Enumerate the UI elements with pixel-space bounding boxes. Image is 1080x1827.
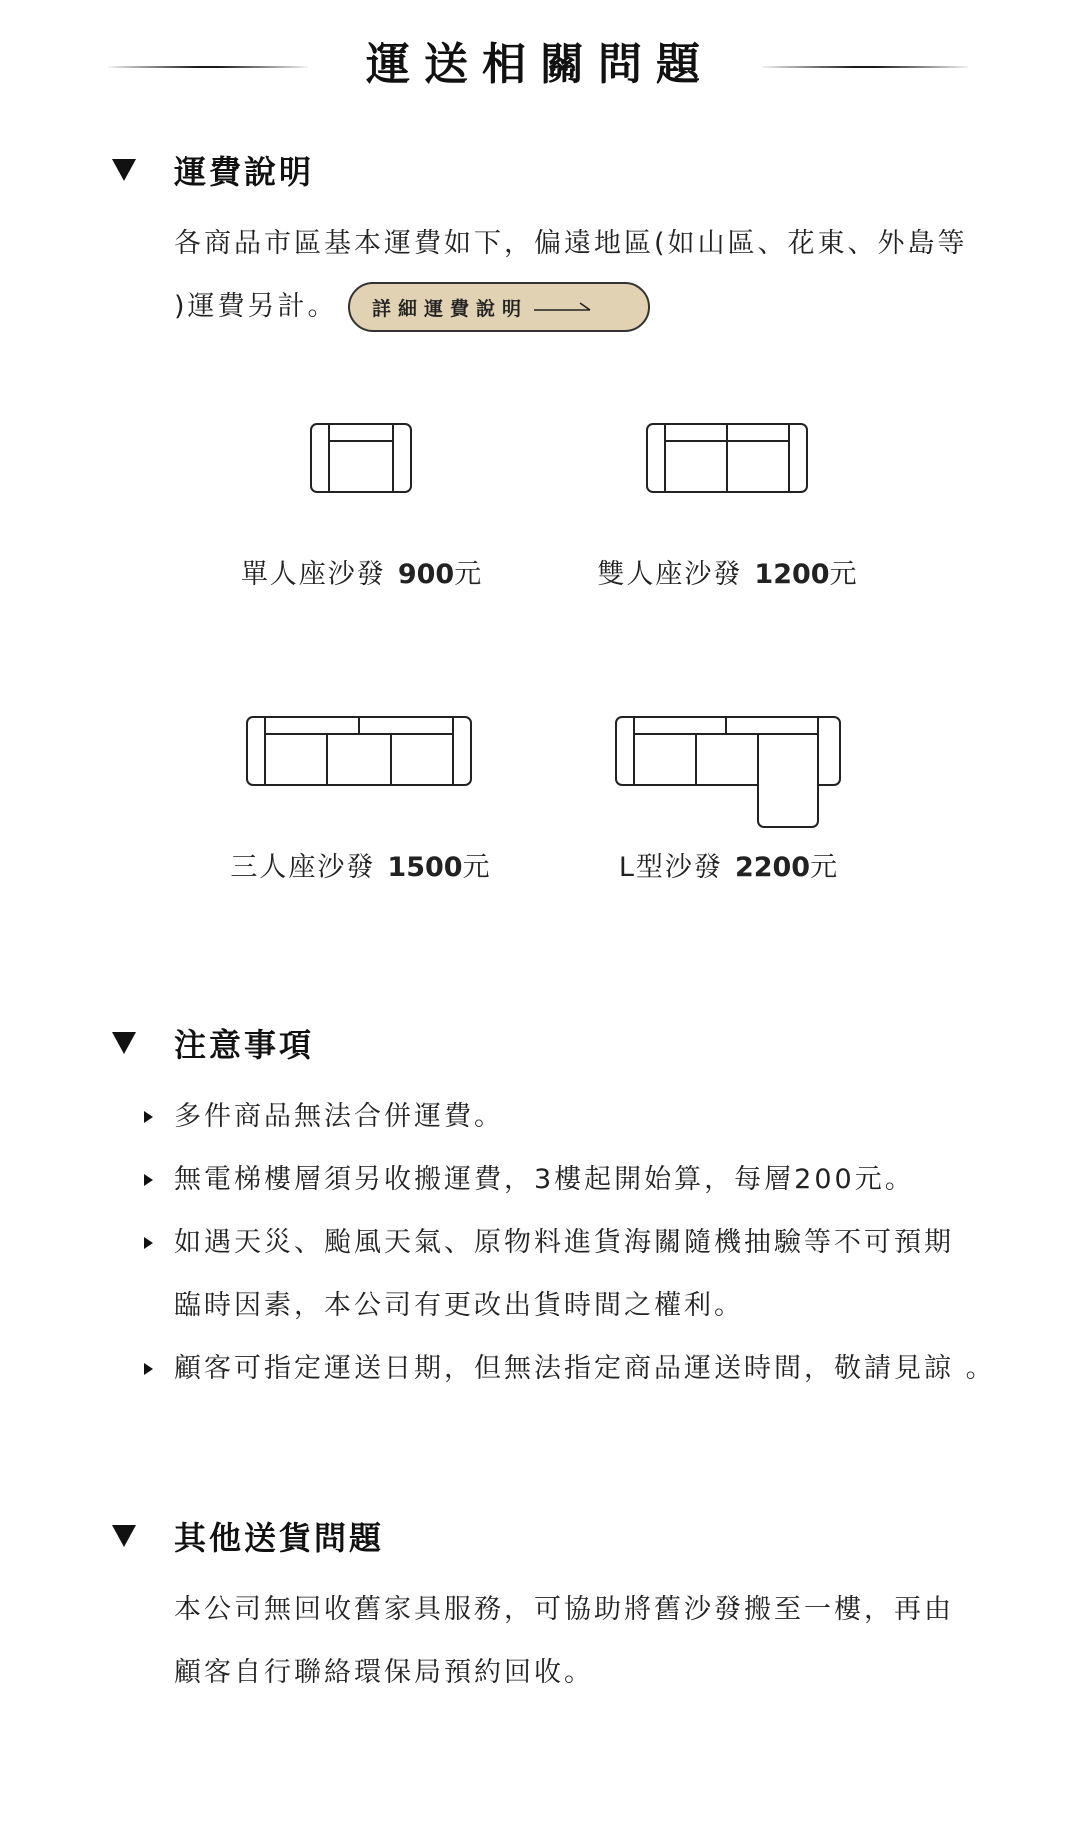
shipping-detail-button[interactable]: [348, 282, 650, 332]
title-divider-right: [762, 66, 968, 68]
page-title: 運送相關問題: [366, 39, 714, 90]
sofa-name: 單人座沙發: [240, 559, 386, 590]
notes-item-text-continued: 臨時因素，本公司有更改出貨時間之權利。: [174, 1290, 744, 1321]
notes-item-text: 顧客可指定運送日期，但無法指定商品運送時間，敬請見諒 。: [174, 1353, 996, 1384]
sofa-name: 雙人座沙發: [597, 559, 743, 590]
other-text-line1: 本公司無回收舊家具服務，可協助將舊沙發搬至一樓，再由: [174, 1594, 954, 1625]
single-sofa-icon: [309, 422, 413, 494]
shipping-section-title: 運費說明: [174, 153, 315, 191]
sofa-label-l-shaped: [578, 845, 878, 884]
sofa-price: 1500: [387, 852, 463, 883]
sofa-label-single: [211, 552, 511, 591]
sofa-price: 1200: [754, 559, 830, 590]
bullet-triangle-icon: [144, 1111, 153, 1123]
arrow-right-icon: [534, 300, 594, 314]
other-text-line2: 顧客自行聯絡環保局預約回收。: [174, 1657, 594, 1688]
bullet-triangle-icon: [144, 1237, 153, 1249]
other-section-header: [112, 1516, 384, 1556]
sofa-price: 2200: [734, 852, 811, 883]
sofa-name: L型沙發: [618, 852, 723, 883]
shipping-section-header: [112, 150, 314, 190]
other-section-title: 其他送貨問題: [174, 1519, 385, 1557]
triple-sofa-icon: [245, 715, 473, 787]
notes-item: [144, 1223, 954, 1263]
triangle-down-icon: [112, 159, 136, 181]
sofa-label-double: [577, 552, 877, 591]
shipping-detail-button-label: 詳細運費說明: [372, 297, 529, 320]
page-title-row: [0, 35, 1080, 95]
double-sofa-icon: [645, 422, 809, 494]
triangle-down-icon: [112, 1525, 136, 1547]
shipping-text-line1: 各商品市區基本運費如下，偏遠地區(如山區、花東、外島等: [174, 228, 968, 259]
sofa-unit: 元: [454, 559, 482, 590]
sofa-unit: 元: [462, 852, 490, 883]
sofa-name: 三人座沙發: [230, 852, 376, 883]
bullet-triangle-icon: [144, 1174, 153, 1186]
notes-item-text: 多件商品無法合併運費。: [174, 1101, 504, 1132]
triangle-down-icon: [112, 1032, 136, 1054]
l-shaped-sofa-icon: [614, 715, 842, 829]
notes-item: [144, 1349, 996, 1389]
notes-item-text: 如遇天災、颱風天氣、原物料進貨海關隨機抽驗等不可預期: [174, 1227, 954, 1258]
notes-section-title: 注意事項: [174, 1026, 315, 1064]
sofa-label-triple: [210, 845, 510, 884]
shipping-text-line2: )運費另計。: [174, 291, 338, 322]
sofa-unit: 元: [829, 559, 857, 590]
notes-item: [144, 1160, 915, 1200]
bullet-triangle-icon: [144, 1363, 153, 1375]
sofa-unit: 元: [810, 852, 838, 883]
notes-section-header: [112, 1023, 314, 1063]
notes-item-text: 無電梯樓層須另收搬運費，3樓起開始算，每層200元。: [174, 1164, 915, 1195]
notes-item: [144, 1097, 504, 1137]
sofa-price: 900: [397, 559, 455, 590]
